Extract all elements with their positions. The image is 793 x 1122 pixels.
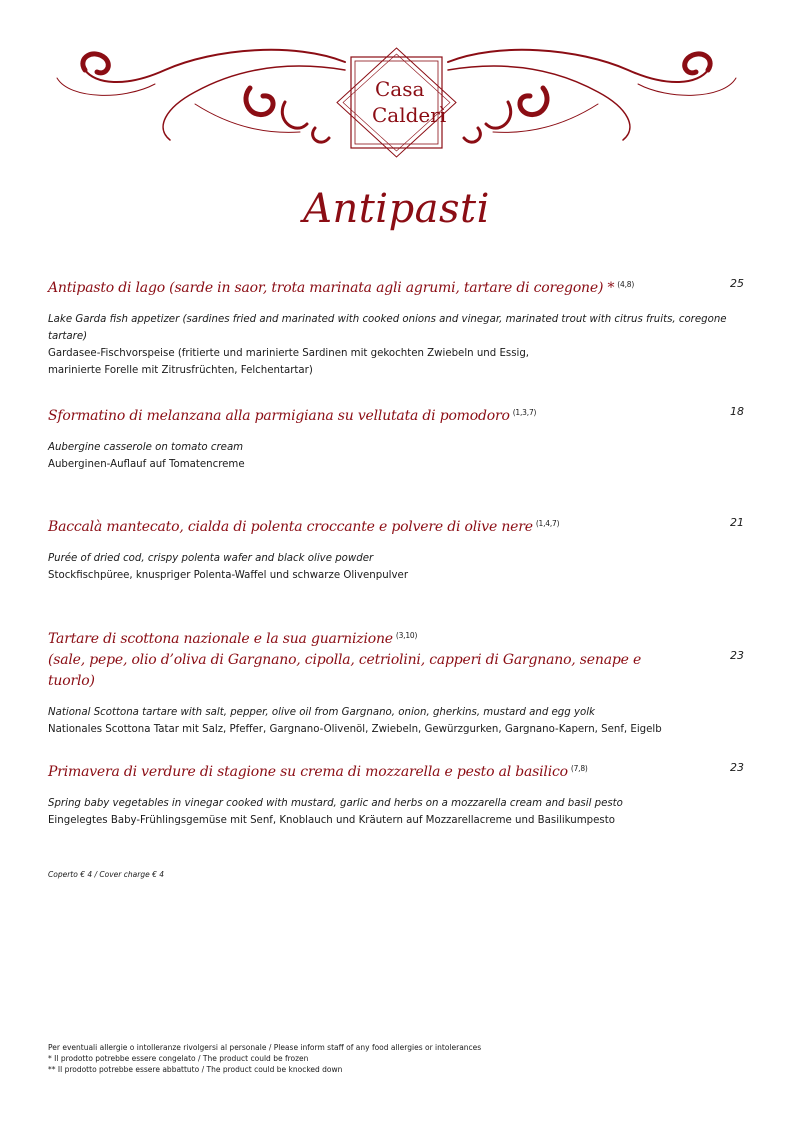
page-title: Antipasti	[303, 186, 490, 232]
menu-item	[48, 758, 748, 829]
description-german: Nationales Scottona Tatar mit Salz, Pfeffer, Gargnano-Olivenöl, Zwiebeln, Gewürzgurken, Gargnano-Kapern, Senf, Eigelb	[48, 724, 662, 735]
description-english: National Scottona tartare with salt, pepper, olive oil from Gargnano, onion, gherkins, mustard and egg yolk	[48, 707, 595, 718]
cover-charge: Coperto € 4 / Cover charge € 4	[48, 870, 165, 879]
header-ornament	[45, 40, 748, 165]
allergy-note: Per eventuali allergie o intolleranze rivolgersi al personale / Please inform staff of any food allergies or intolerances	[48, 1043, 482, 1052]
logo-line1: Casa	[375, 77, 425, 101]
dish-name: Primavera di verdure di stagione su crema di mozzarella e pesto al basilico $^{(7,8)}$	[48, 764, 588, 780]
allergen-codes: (7,8)	[570, 764, 588, 773]
allergen-codes: (1,4,7)	[535, 519, 560, 528]
menu-item	[48, 625, 748, 738]
menu-item	[48, 513, 748, 584]
description-german: Auberginen-Auflauf auf Tomatencreme	[48, 459, 245, 470]
dish-price: 18	[730, 405, 744, 418]
dish-name-line2: (sale, pepe, olio d’oliva di Gargnano, cipolla, cetriolini, capperi di Gargnano, senape e tuorlo)	[48, 652, 642, 689]
allergen-codes: (1,3,7)	[512, 408, 537, 417]
frozen-note: * Il prodotto potrebbe essere congelato / The product could be frozen	[48, 1054, 309, 1063]
allergen-codes: (4,8)	[617, 280, 635, 289]
allergen-codes: (3,10)	[395, 631, 418, 640]
dish-name: Baccalà mantecato, cialda di polenta croccante e polvere di olive nere $^{(1,4,7)}$	[48, 519, 560, 535]
dish-price: 25	[730, 277, 744, 290]
dish-name: Sformatino di melanzana alla parmigiana su vellutata di pomodoro $^{(1,3,7)}$	[48, 408, 537, 424]
description-german: Eingelegtes Baby-Frühlingsgemüse mit Senf, Knoblauch und Kräutern auf Mozzarellacreme und Basilikumpesto	[48, 815, 615, 826]
dish-name: Antipasto di lago (sarde in saor, trota marinata agli agrumi, tartare di coregone) * $^{(4,8)}$	[48, 280, 635, 296]
description-english: Aubergine casserole on tomato cream	[48, 442, 244, 453]
logo-line2: Calderì	[372, 103, 447, 127]
dish-price: 23	[730, 649, 744, 662]
dish-name: Tartare di scottona nazionale e la sua guarnizione $^{(3,10)}$	[48, 631, 418, 647]
dish-price: 23	[730, 761, 744, 774]
description-english: Lake Garda fish appetizer (sardines fried and marinated with cooked onions and vinegar, marinated trout with citrus fruits, coregone tartare)	[48, 314, 727, 342]
dish-price: 21	[730, 516, 744, 529]
footer-notes	[48, 1042, 481, 1075]
menu-item	[48, 274, 748, 379]
menu-item	[48, 402, 748, 473]
description-german: Gardasee-Fischvorspeise (fritierte und marinierte Sardinen mit gekochten Zwiebeln und Essig,	[48, 348, 530, 359]
description-english: Spring baby vegetables in vinegar cooked with mustard, garlic and herbs on a mozzarella cream and basil pesto	[48, 798, 623, 809]
knocked-down-note: ** Il prodotto potrebbe essere abbattuto / The product could be knocked down	[48, 1065, 343, 1074]
description-german-line2: marinierte Forelle mit Zitrusfrüchten, Felchentartar)	[48, 365, 313, 376]
description-german: Stockfischpüree, knuspriger Polenta-Waffel und schwarze Olivenpulver	[48, 570, 409, 581]
description-english: Purée of dried cod, crispy polenta wafer and black olive powder	[48, 553, 374, 564]
